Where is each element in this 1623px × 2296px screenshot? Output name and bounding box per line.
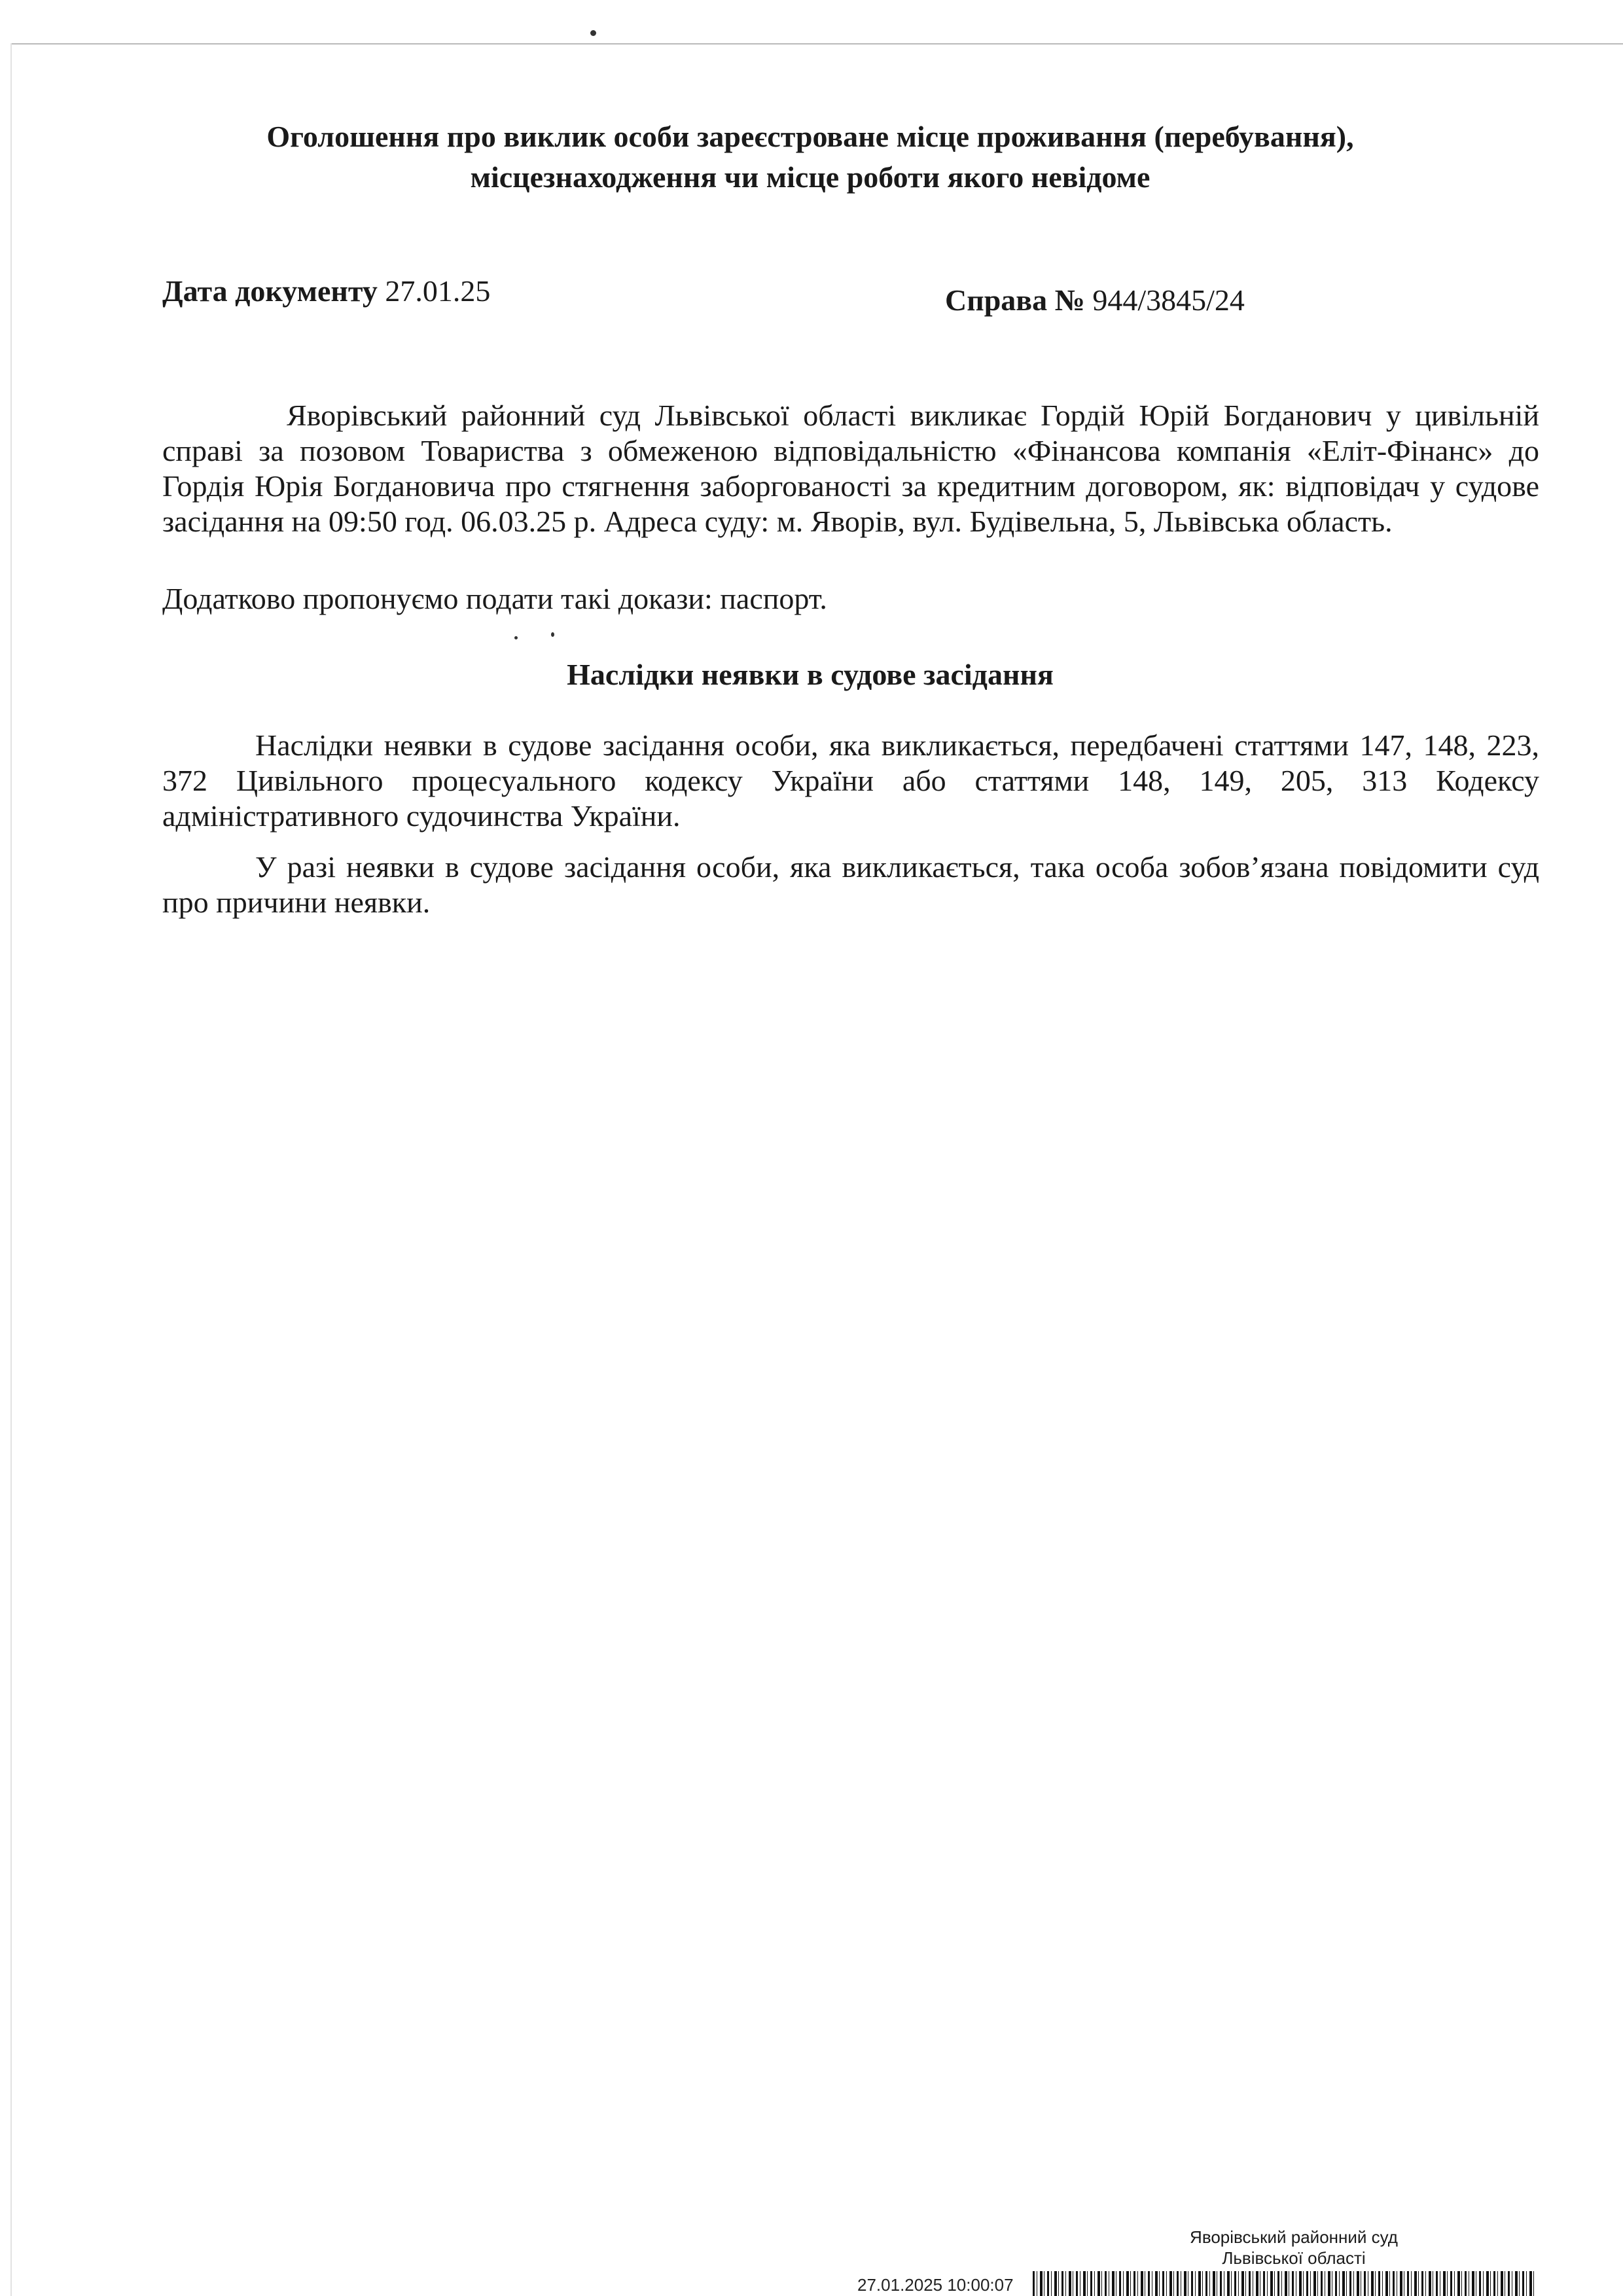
case-number-value: 944/3845/24 [1092,283,1245,317]
summons-paragraph: Яворівський районний суд Львівської області викликає Гордій Юрій Богданович у цивільній справі за позовом Товариства з обмеженою відповідальністю «Фінансова компанія «Еліт-Фінанс» до Гордія Юрія Богдановича про стягнення заборгованості за кредитним договором, як: відповідач у судове засідання на 09:50 год. 06.03.25 р. Адреса суду: м. Яворів, вул. Будівельна, 5, Львівська область. [162,399,1539,538]
stamp-timestamp: 27.01.2025 10:00:07 [857,2275,1014,2295]
registration-barcode [1033,2271,1537,2296]
court-stamp [1166,2227,1421,2269]
title-line-2: місцезнаходження чи місце роботи якого невідоме [470,160,1150,194]
document-title [161,117,1459,198]
consequences-paragraph: Наслідки неявки в судове засідання особи, яка викликається, передбачені статтями 147, 148, 223, 372 Цивільного процесуального кодексу України або статтями 148, 149, 205, 313 Кодексу адміністративного судочинства України. [162,728,1539,833]
scan-speck [551,632,554,637]
document-date-value: 27.01.25 [385,274,491,308]
case-number [945,283,1245,317]
consequences-heading: Наслідки неявки в судове засідання [567,658,1054,691]
case-number-label: Справа № [945,283,1085,317]
scan-top-edge [12,43,1623,45]
document-date-label: Дата документу [162,274,378,308]
document-date [162,274,490,308]
notice-obligation-paragraph: У разі неявки в судове засідання особи, яка викликається, така особа зобов’язана повідомити суд про причини неявки. [162,850,1539,919]
court-stamp-line-1: Яворівський районний суд [1190,2227,1398,2247]
scan-speck [514,636,518,639]
title-line-1: Оголошення про виклик особи зареєстроване місце проживання (перебування), [266,120,1354,153]
court-stamp-line-2: Львівської області [1222,2248,1366,2268]
evidence-paragraph: Додатково пропонуємо подати такі докази: паспорт. [162,582,827,615]
scan-left-edge [10,43,12,2296]
scan-speck [590,30,596,36]
